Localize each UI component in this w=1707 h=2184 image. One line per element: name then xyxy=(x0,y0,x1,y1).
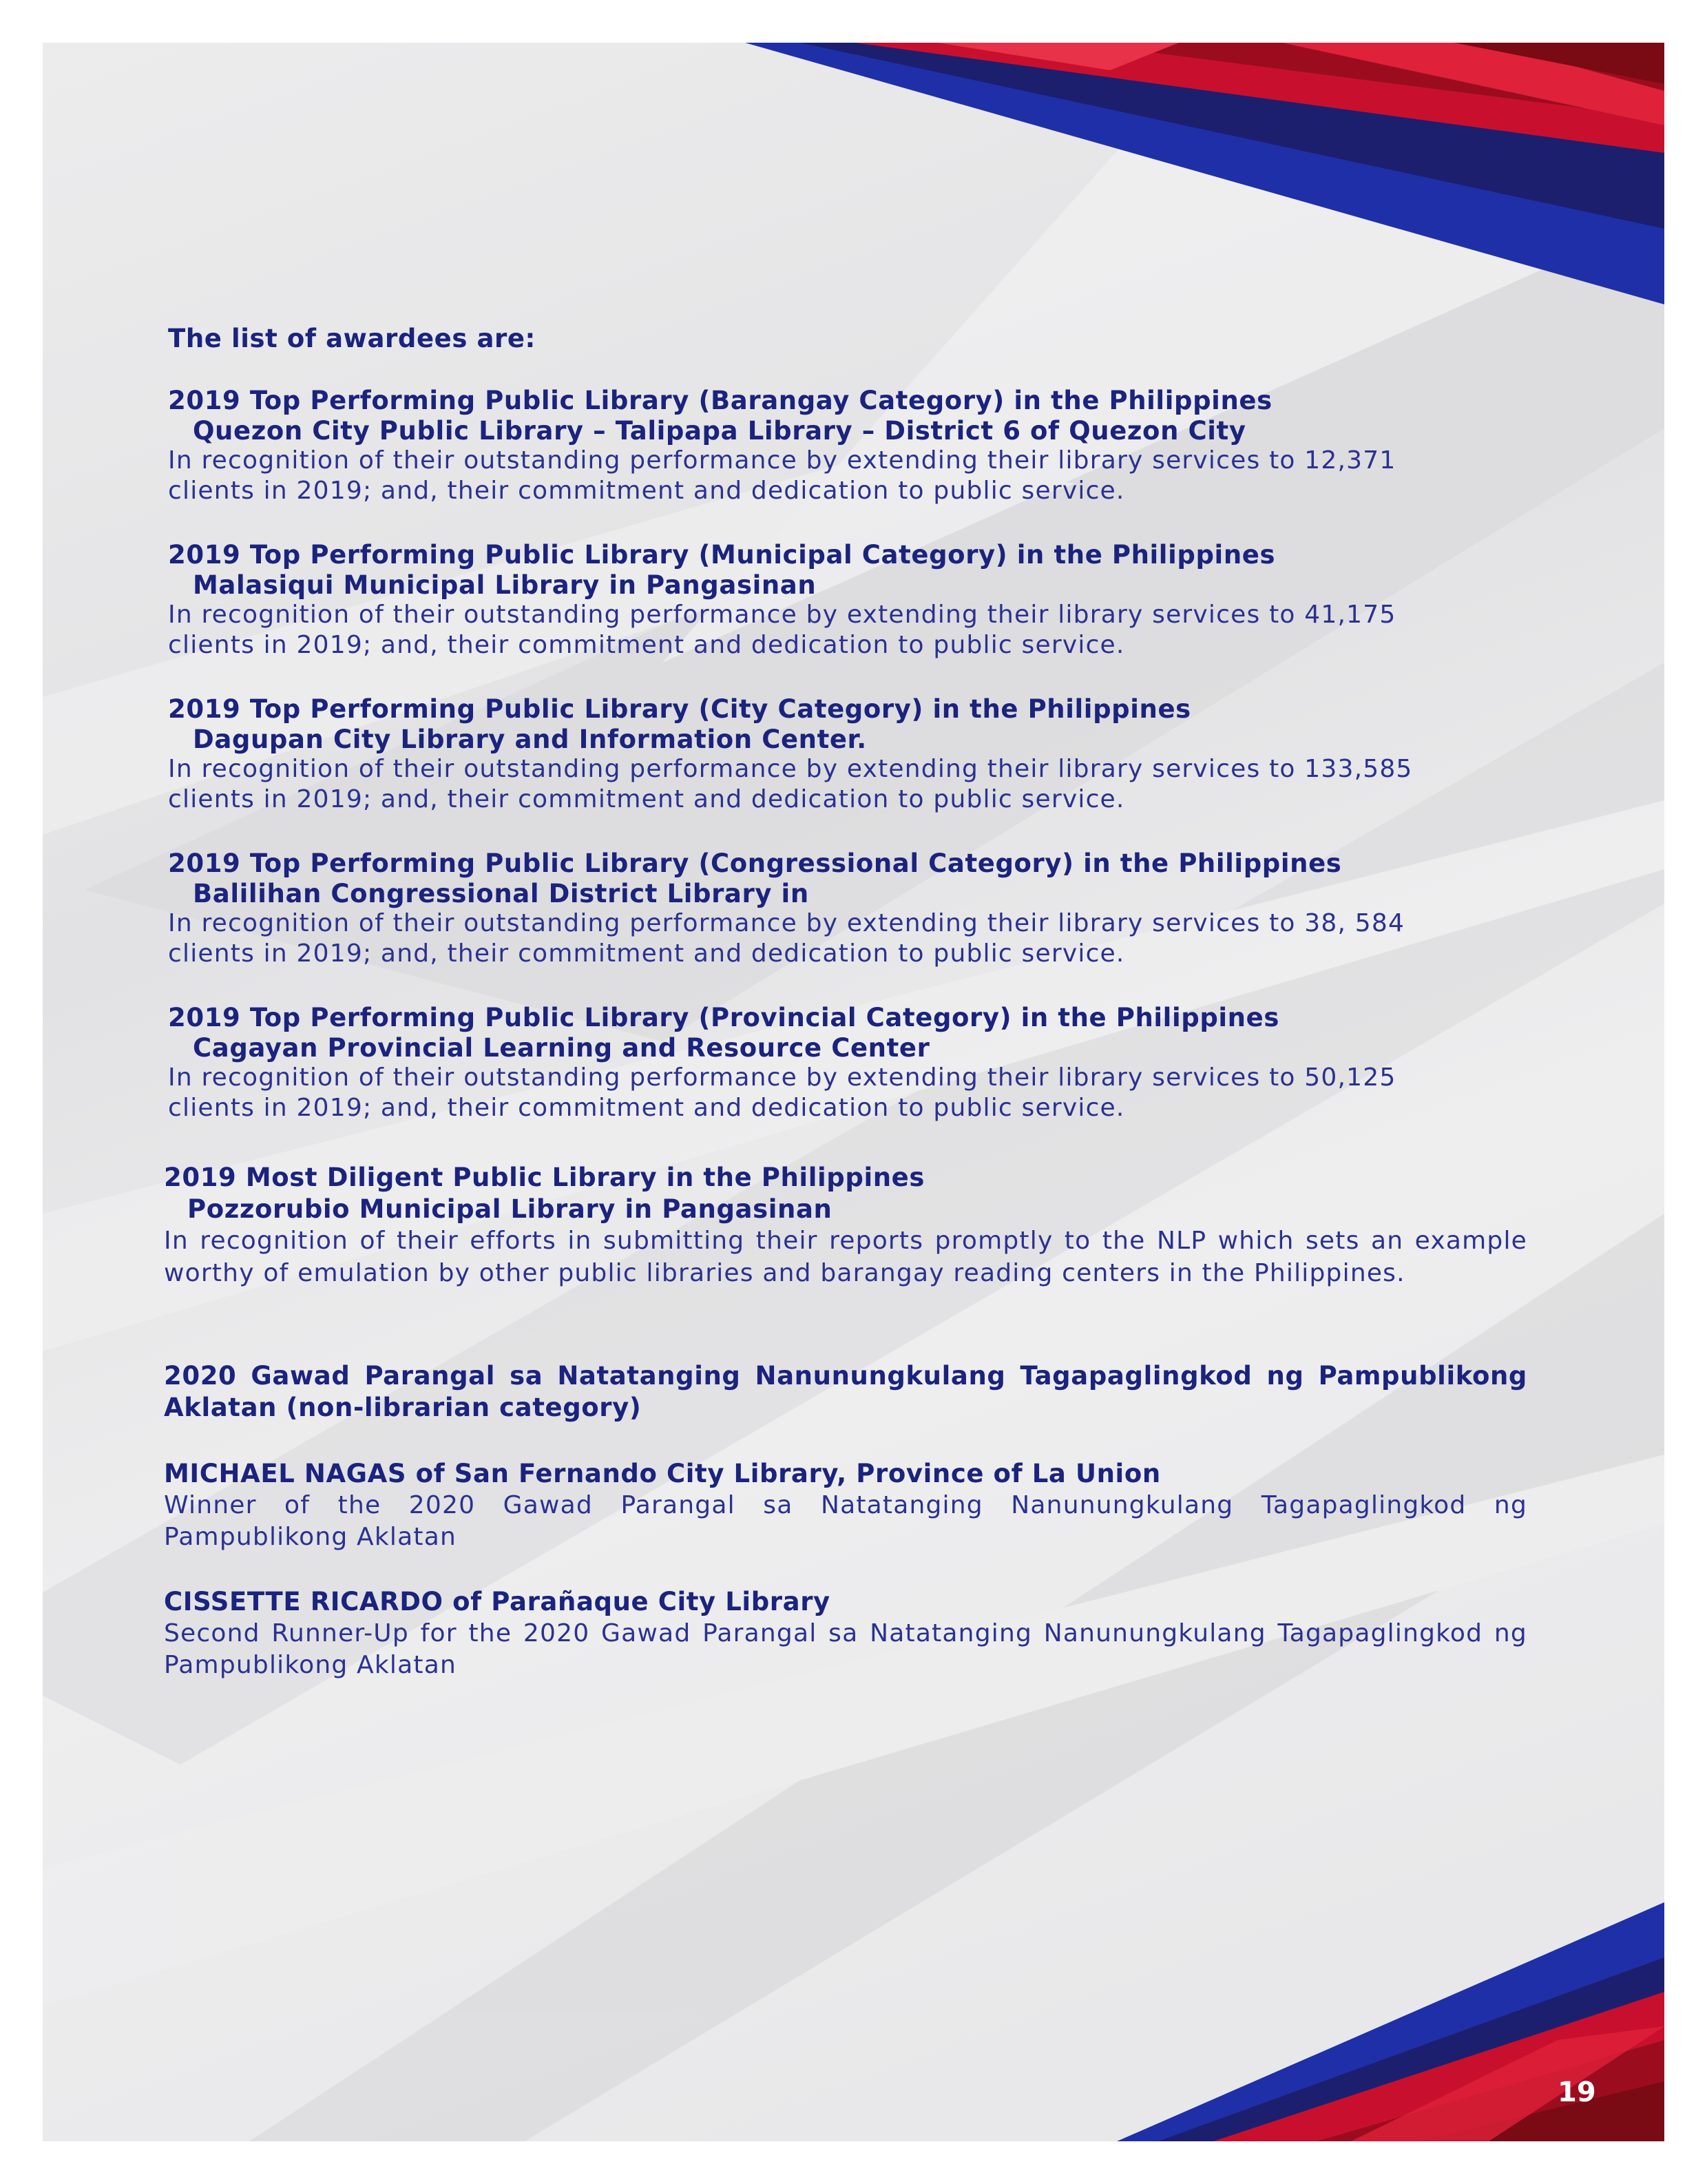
award-awardee: Quezon City Public Library – Talipapa Library – District 6 of Quezon City xyxy=(193,416,1246,446)
award-title: 2019 Top Performing Public Library (Municipal Category) in the Philippines xyxy=(168,540,1276,570)
award-description-line: clients in 2019; and, their commitment and dedication to public service. xyxy=(168,1094,1125,1122)
runner-up-name: CISSETTE RICARDO of Parañaque City Library xyxy=(164,1587,830,1616)
award-awardee: Malasiqui Municipal Library in Pangasinan xyxy=(193,570,817,600)
award-awardee: Balilihan Congressional District Library in xyxy=(193,879,809,908)
award-title: 2019 Most Diligent Public Library in the Philippines xyxy=(164,1163,925,1192)
award-description-line: In recognition of their outstanding performance by extending their library services to 12,371 xyxy=(168,446,1396,475)
award-awardee: Cagayan Provincial Learning and Resource Center xyxy=(193,1033,930,1063)
award-title: 2019 Top Performing Public Library (Provincial Category) in the Philippines xyxy=(168,1003,1279,1032)
award-description-line: In recognition of their outstanding performance by extending their library services to 41,175 xyxy=(168,601,1396,629)
award-description-line: clients in 2019; and, their commitment and dedication to public service. xyxy=(168,631,1125,659)
page-number: 19 xyxy=(1558,2077,1596,2108)
winner-description: Winner of the 2020 Gawad Parangal sa Natatanging Nanunungkulang Tagapaglingkod ng Pampublikong Aklatan xyxy=(164,1491,1527,1551)
page xyxy=(43,43,1664,2141)
document-body xyxy=(43,43,1664,2141)
award-awardee: Dagupan City Library and Information Center. xyxy=(193,725,867,754)
runner-up-description: Second Runner-Up for the 2020 Gawad Parangal sa Natatanging Nanunungkulang Tagapaglingkod ng Pampublikong Aklatan xyxy=(164,1619,1527,1679)
award-description-line: clients in 2019; and, their commitment and dedication to public service. xyxy=(168,477,1125,505)
award-description: In recognition of their efforts in submitting their reports promptly to the NLP which sets an example worthy of emulation by other public libraries and barangay reading centers in the Philippines. xyxy=(164,1227,1527,1287)
award-description-line: In recognition of their outstanding performance by extending their library services to 38, 584 xyxy=(168,909,1405,937)
winner-name: MICHAEL NAGAS of San Fernando City Library, Province of La Union xyxy=(164,1459,1161,1488)
award-description-line: clients in 2019; and, their commitment and dedication to public service. xyxy=(168,939,1125,968)
gawad-parangal-heading: 2020 Gawad Parangal sa Natatanging Nanunungkulang Tagapaglingkod ng Pampublikong Aklatan (non-librarian category) xyxy=(164,1361,1527,1422)
award-title: 2019 Top Performing Public Library (Congressional Category) in the Philippines xyxy=(168,849,1342,878)
intro-heading: The list of awardees are: xyxy=(168,324,536,353)
award-description-line: In recognition of their outstanding performance by extending their library services to 50,125 xyxy=(168,1063,1396,1092)
award-description-line: In recognition of their outstanding performance by extending their library services to 133,585 xyxy=(168,755,1413,783)
award-title: 2019 Top Performing Public Library (Barangay Category) in the Philippines xyxy=(168,386,1273,415)
award-awardee: Pozzorubio Municipal Library in Pangasinan xyxy=(187,1194,832,1224)
award-title: 2019 Top Performing Public Library (City Category) in the Philippines xyxy=(168,694,1191,724)
award-description-line: clients in 2019; and, their commitment and dedication to public service. xyxy=(168,785,1125,813)
